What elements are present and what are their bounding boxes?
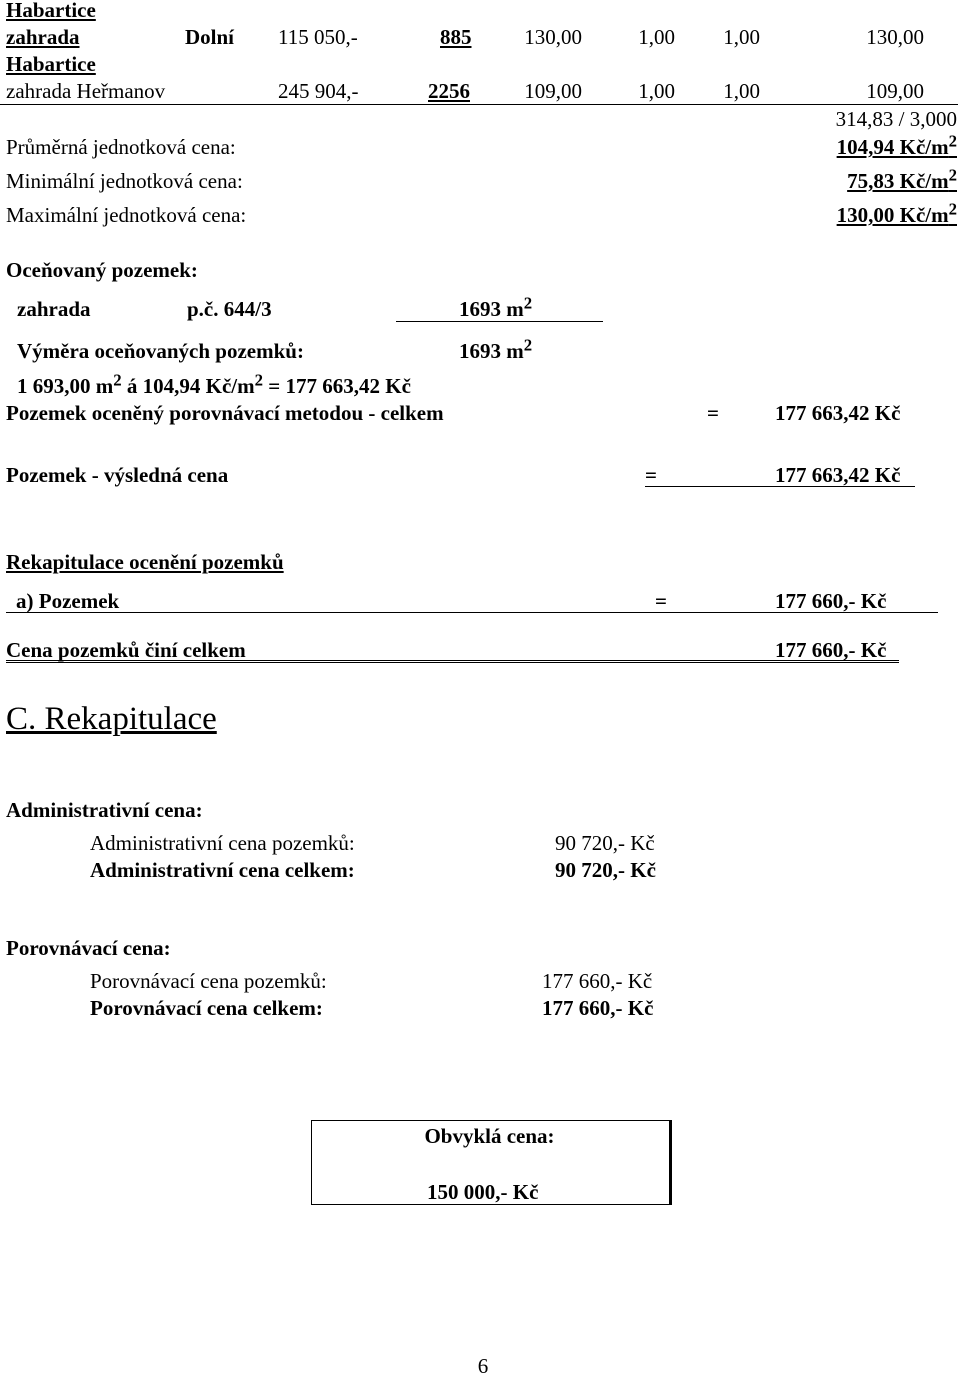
comp1-name: zahrada Dolní	[6, 25, 234, 49]
valued-land-parcel: p.č. 644/3	[187, 297, 272, 321]
valued-land-heading: Oceňovaný pozemek:	[6, 258, 198, 282]
recap-total-label: Cena pozemků činí celkem	[6, 638, 246, 662]
recap-total-double-underline	[6, 660, 899, 663]
min-label: Minimální jednotková cena:	[6, 169, 243, 193]
comp1-coef-2: 1,00	[723, 25, 760, 49]
compare-total-value: 177 660,- Kč	[542, 996, 654, 1020]
valued-land-area: 1693 $m^2$	[459, 293, 533, 321]
admin-total-value: 90 720,- Kč	[555, 858, 656, 882]
total-area-value: 1693 $m^2$	[459, 335, 533, 363]
comp1-area: 885	[440, 25, 472, 49]
comp2-coef-1: 1,00	[638, 79, 675, 103]
comp2-location: Habartice	[6, 52, 96, 76]
final-price-label: Pozemek - výsledná cena	[6, 463, 229, 487]
recap-item-underline	[6, 612, 938, 613]
recap-item-eq: =	[655, 589, 667, 613]
comp2-name: zahrada Heřmanov	[6, 79, 166, 103]
total-area-label: Výměra oceňovaných pozemků:	[17, 339, 304, 363]
admin-total-label: Administrativní cena celkem:	[90, 858, 355, 882]
admin-heading: Administrativní cena:	[6, 798, 203, 822]
comp2-unit-price: 109,00	[524, 79, 582, 103]
final-price-eq: =	[645, 463, 657, 487]
price-calculation: 1 693,00 $m^2$ á 104,94 $Kč/m^2 = 177$ 663,42 Kč	[17, 370, 411, 398]
section-c-title: C. Rekapitulace	[6, 701, 217, 737]
recap-total-value: 177 660,- Kč	[775, 638, 887, 662]
comp2-price: 245 904,-	[278, 79, 359, 103]
comp1-price: 115 050,-	[278, 25, 358, 49]
admin-land-label: Administrativní cena pozemků:	[90, 831, 355, 855]
recap-item-value: 177 660,- Kč	[775, 589, 887, 613]
valued-land-type: zahrada	[17, 297, 91, 321]
final-price-value: 177 663,42 Kč	[775, 463, 901, 487]
avg-value: 104,94 $Kč/m^2$	[836, 131, 957, 159]
land-recap-heading: Rekapitulace ocenění pozemků	[6, 550, 284, 574]
comparative-total-label: Pozemek oceněný porovnávací metodou - celkem	[6, 401, 444, 425]
page-number: 6	[477, 1354, 489, 1378]
usual-price-label: Obvyklá cena:	[424, 1124, 555, 1148]
comp1-unit-price: 130,00	[524, 25, 582, 49]
compare-total-label: Porovnávací cena celkem:	[90, 996, 323, 1020]
max-label: Maximální jednotková cena:	[6, 203, 247, 227]
comp1-location: Habartice	[6, 0, 96, 22]
comp1-adjusted-price: 130,00	[866, 25, 924, 49]
compare-heading: Porovnávací cena:	[6, 936, 171, 960]
comp2-area: 2256	[428, 79, 470, 103]
area-underline	[396, 321, 603, 322]
final-price-underline	[645, 486, 915, 487]
max-value: 130,00 $Kč/m^2$	[836, 199, 957, 227]
avg-label: Průměrná jednotková cena:	[6, 135, 236, 159]
sum-ratio: 314,83 / 3,000	[835, 107, 957, 131]
comparative-total-value: 177 663,42 Kč	[775, 401, 901, 425]
comparative-total-eq: =	[707, 401, 719, 425]
min-value: 75,83 $Kč/m^2$	[847, 165, 957, 193]
comp2-coef-2: 1,00	[723, 79, 760, 103]
comp1-coef-1: 1,00	[638, 25, 675, 49]
recap-item-label: a) Pozemek	[16, 589, 120, 613]
usual-price-value: 150 000,- Kč	[427, 1180, 539, 1204]
admin-land-value: 90 720,- Kč	[555, 831, 655, 855]
compare-land-label: Porovnávací cena pozemků:	[90, 969, 327, 993]
comp2-adjusted-price: 109,00	[866, 79, 924, 103]
compare-land-value: 177 660,- Kč	[542, 969, 653, 993]
table-divider	[0, 104, 958, 105]
